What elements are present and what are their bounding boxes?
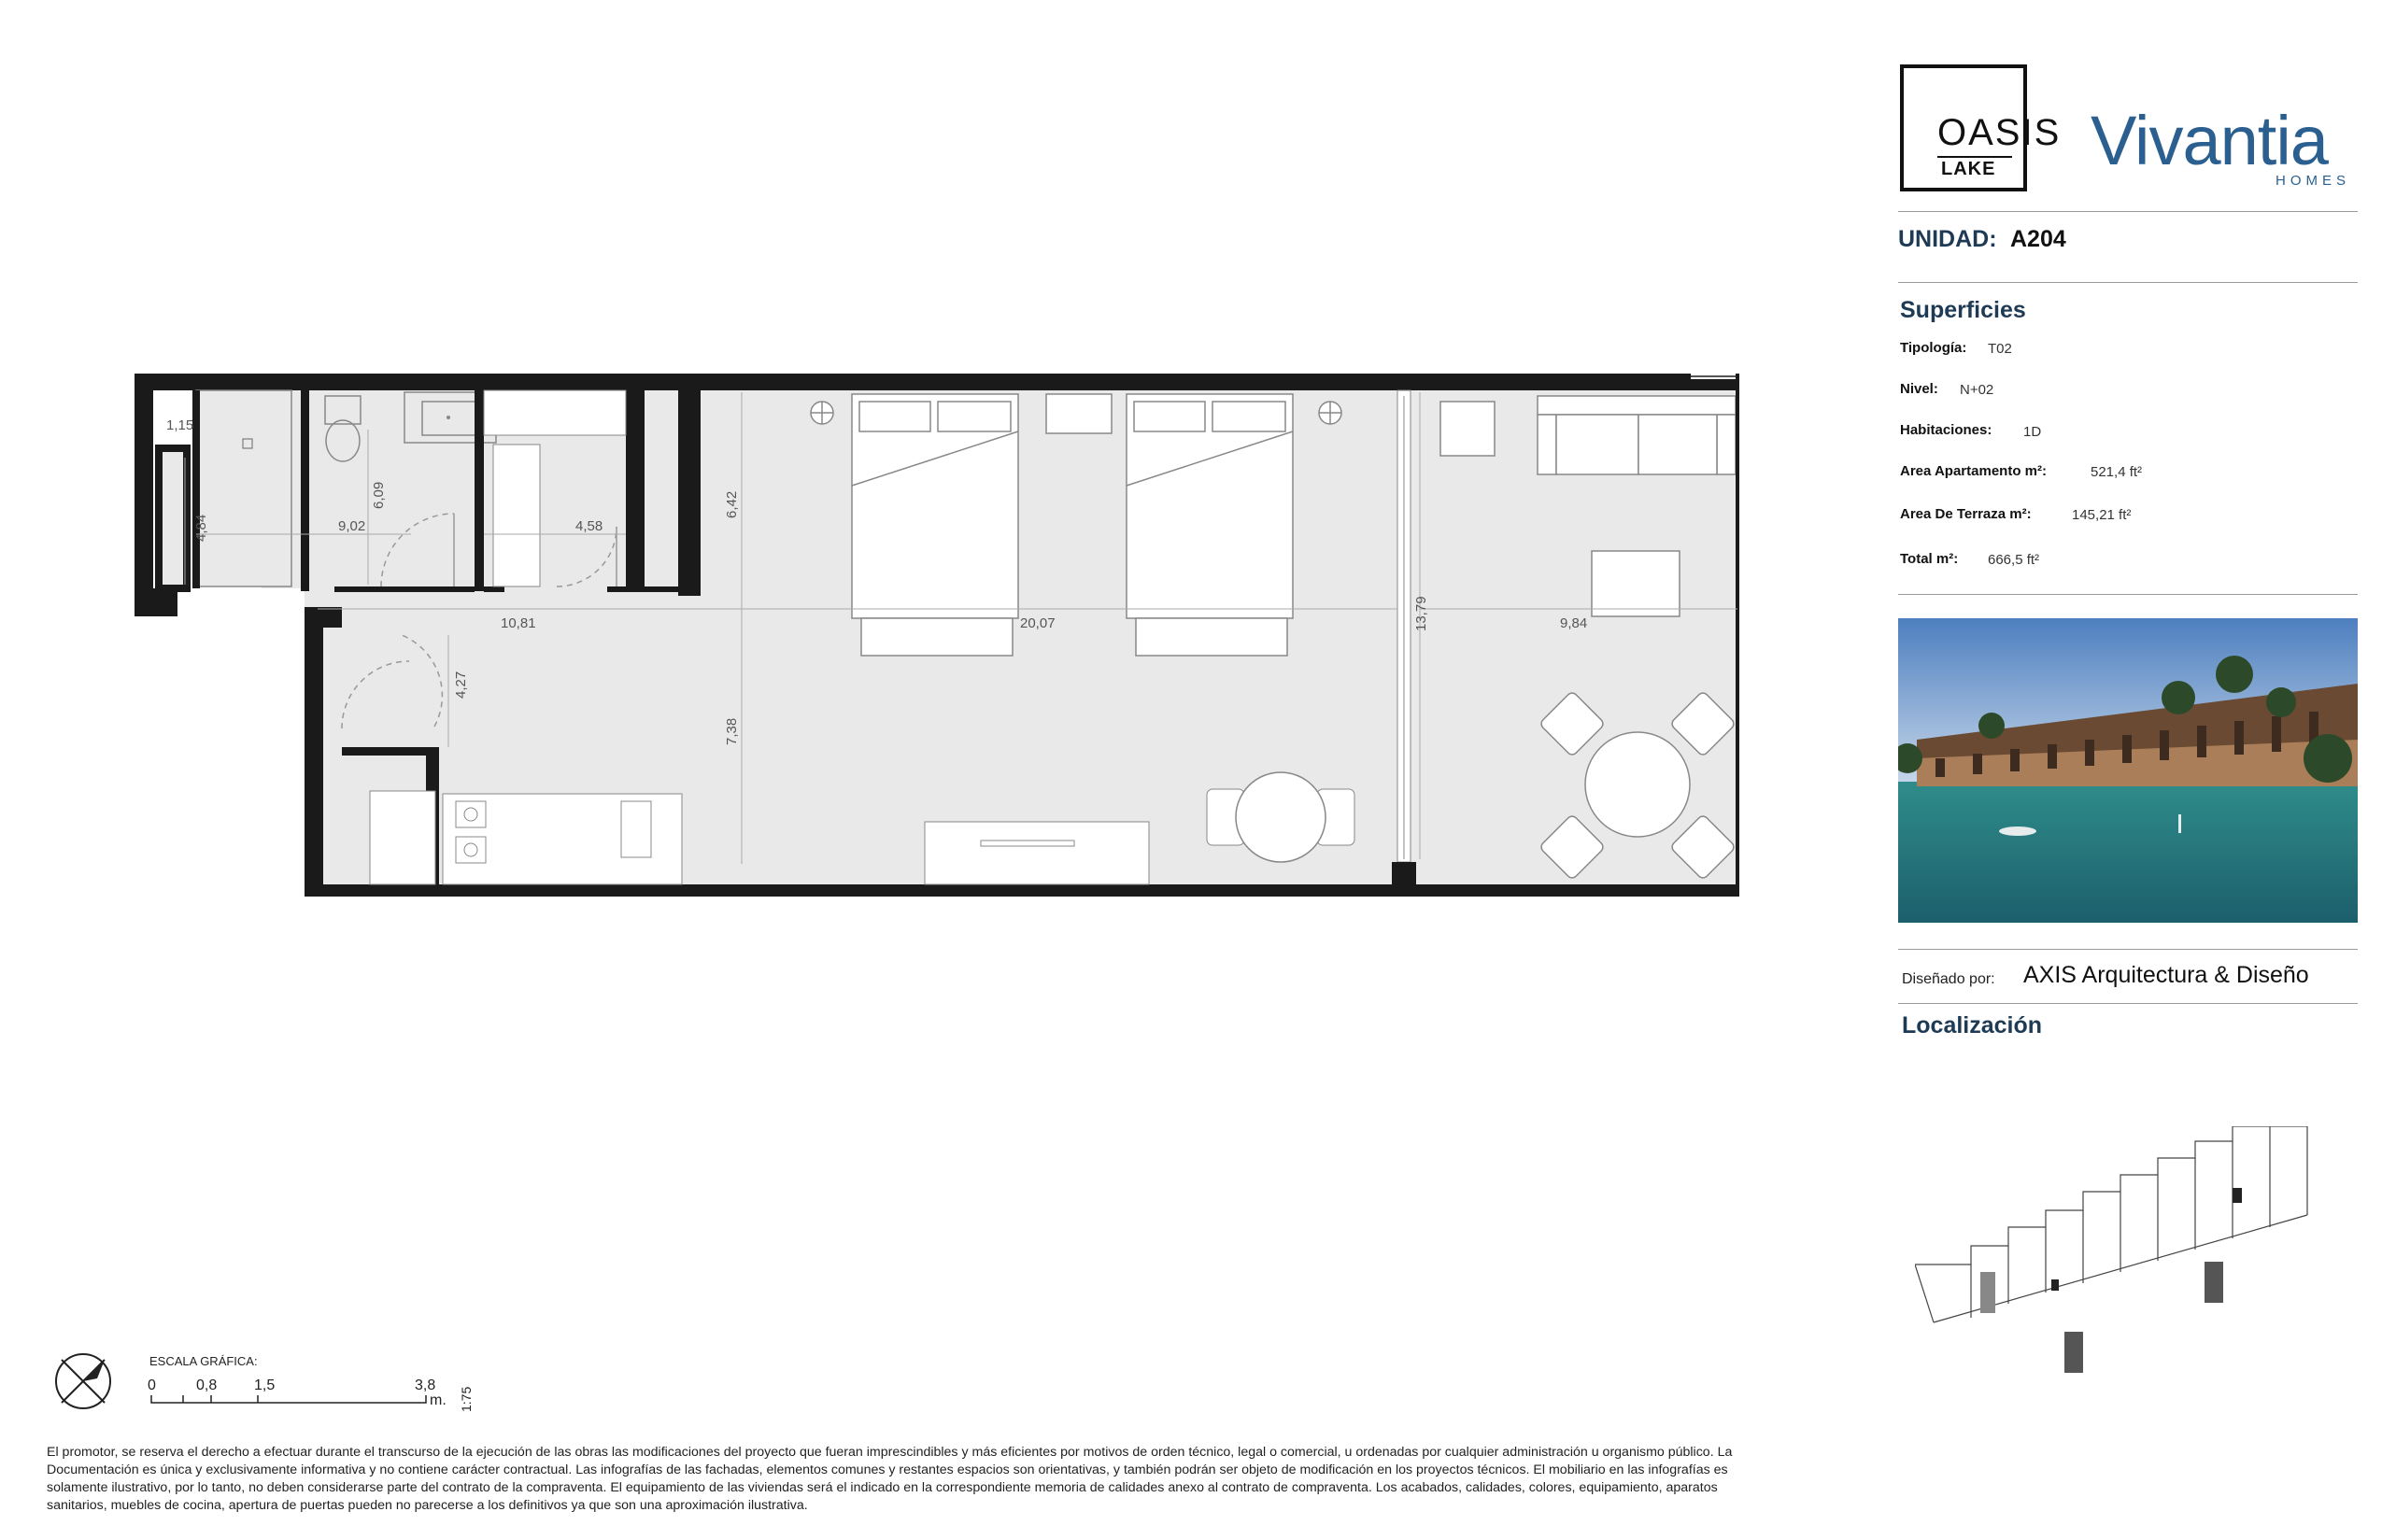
dim-label: 1,15 bbox=[166, 417, 194, 433]
surface-label: Habitaciones: bbox=[1900, 422, 1992, 438]
surfaces-title: Superficies bbox=[1900, 297, 2026, 323]
dim-label: 4,84 bbox=[193, 514, 209, 542]
scale-unit: m. bbox=[430, 1392, 447, 1408]
scale-tick: 0 bbox=[148, 1378, 156, 1393]
surface-label: Area Apartamento m²: bbox=[1900, 463, 2047, 479]
surface-value: 145,21 ft² bbox=[2072, 507, 2132, 523]
divider bbox=[1898, 949, 2358, 950]
surface-value: 666,5 ft² bbox=[1988, 552, 2040, 568]
dim-label: 6,42 bbox=[724, 490, 740, 518]
divider bbox=[1898, 1003, 2358, 1004]
dim-label: 4,27 bbox=[453, 671, 469, 699]
divider bbox=[1898, 211, 2358, 212]
scale-tick: 0,8 bbox=[196, 1378, 218, 1393]
dim-label: 7,38 bbox=[724, 717, 740, 745]
floor-plan bbox=[121, 355, 1775, 906]
designer-label: Diseñado por: bbox=[1902, 971, 1995, 987]
scale-ratio: 1:75 bbox=[459, 1386, 474, 1412]
legal-disclaimer: El promotor, se reserva el derecho a efectuar durante el transcurso de la ejecución de las obras las modificaciones del proyecto que fueran imprescindibles y más eficientes por motivos de orden técnico, legal o comercial, u ordenadas por cualquier administración u organismo público. La Documentación es única y exclusivamente informativa y no contiene carácter contractual. Las infografías de las fachadas, elementos comunes y restantes espacios son orientativas, y también podrán ser objeto de modificación en los proyectos técnicos. El mobiliario en las infografías es solamente ilustrativo, por lo tanto, no deben considerarse parte del contrato de la compraventa. El equipamiento de las viviendas será el indicado en la correspondiente memoria de calidades anexo al contrato de compraventa. Los acabados, calidades, colores, equipamiento, aparatos sanitarios, muebles de cocina, apertura de puertas pueden no parecerse a los definitivos ya que son una aproximación ilustrativa. bbox=[47, 1445, 1733, 1513]
oasis-logo-text: OASIS bbox=[1937, 112, 2062, 153]
dim-label: 6,09 bbox=[371, 481, 387, 509]
oasis-logo-rule bbox=[1937, 156, 2012, 158]
surface-value: 521,4 ft² bbox=[2091, 464, 2143, 480]
surface-value: 1D bbox=[2023, 424, 2042, 440]
dim-label: 20,07 bbox=[1020, 615, 1056, 631]
oasis-logo-subtext: LAKE bbox=[1941, 159, 1996, 179]
project-rendering-image bbox=[1898, 618, 2358, 923]
north-arrow-icon bbox=[52, 1350, 114, 1412]
unit-label: UNIDAD: bbox=[1898, 226, 1997, 252]
dim-label: 10,81 bbox=[501, 615, 536, 631]
scale-tick: 3,8 bbox=[415, 1378, 436, 1393]
dim-label: 9,02 bbox=[338, 518, 366, 534]
designer-name: AXIS Arquitectura & Diseño bbox=[2023, 962, 2309, 988]
unit-value: A204 bbox=[2010, 226, 2066, 252]
vivantia-logo-subtext: HOMES bbox=[2276, 173, 2351, 189]
surface-label: Nivel: bbox=[1900, 381, 1938, 397]
surface-label: Area De Terraza m²: bbox=[1900, 506, 2032, 522]
surface-label: Tipología: bbox=[1900, 340, 1967, 356]
divider bbox=[1898, 594, 2358, 595]
scale-label: ESCALA GRÁFICA: bbox=[149, 1354, 258, 1368]
location-site-plan bbox=[1915, 1126, 2345, 1397]
scale-tick: 1,5 bbox=[254, 1378, 276, 1393]
dim-label: 13,79 bbox=[1413, 596, 1429, 631]
dim-label: 9,84 bbox=[1560, 615, 1588, 631]
surface-label: Total m²: bbox=[1900, 551, 1959, 567]
surface-value: N+02 bbox=[1960, 382, 1994, 398]
location-title: Localización bbox=[1902, 1012, 2043, 1038]
divider bbox=[1898, 282, 2358, 283]
vivantia-logo-text: Vivantia bbox=[2091, 102, 2328, 179]
graphic-scale bbox=[146, 1371, 482, 1418]
surface-value: T02 bbox=[1988, 341, 2012, 357]
dim-label: 4,58 bbox=[575, 518, 603, 534]
